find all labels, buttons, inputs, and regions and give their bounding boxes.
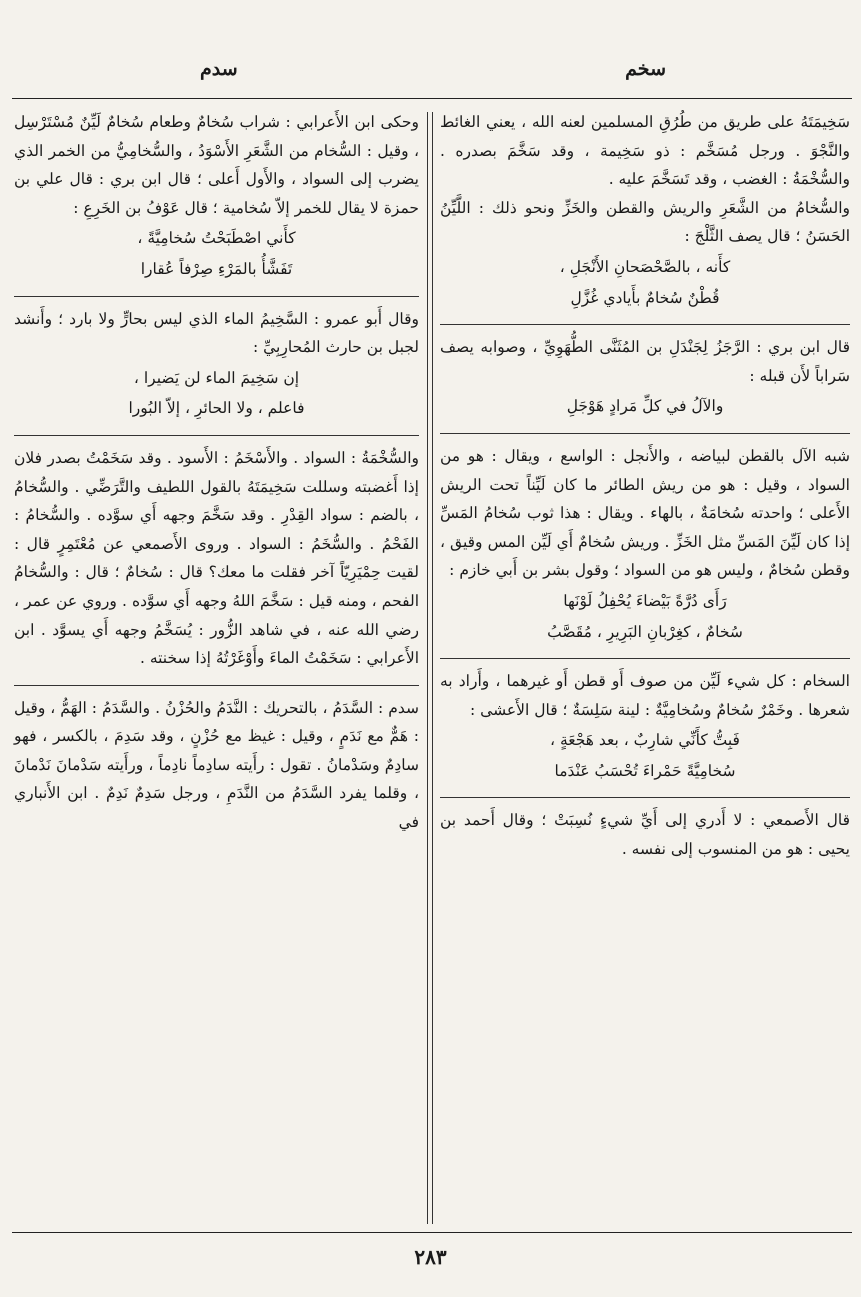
paragraph: السخام : كل شيء لَيِّن من صوف أَو قطن أَو غيرهما ، وأَراد به شعرها . وخَمْرٌ سُخامٌ وسُخامِيَّةٌ : لينة سَلِسَةٌ ؛ قال الأَعشى : [440,672,850,719]
verse-line: سُخامِيَّةً حَمْراءَ تُحْسَبُ عَنْدَما [554,761,736,780]
section-rule [440,797,850,798]
verse-line: والآلُ في كلِّ مَرادٍ هَوْجَلِ [566,397,724,416]
verse-line: رَأَى دُرَّةً بَيْضاءَ يُحْفِلُ لَوْنَها [563,591,727,610]
verse-line: فاعلم ، ولا الحائرِ ، إلاّ البُورا [128,399,305,418]
running-head-right: سخم [625,58,666,80]
verse-line: إن سَخِيمَ الماء لن يَضيرا ، [133,368,300,387]
verse-line: فَبِتُّ كأَنِّي شارِبٌ ، بعد هَجْعَةٍ ، [550,731,740,750]
paragraph: والسُّخْمَةُ : السواد . والأَسْخَمُ : الأَسود . وقد سَخَمْتُ بصدر فلان إذا أَغضبته وسللت سَخِيمَتَهُ بالقول اللطيف والتَّرَضِّي . والسُّخامُ ، بالضم : سواد القِدْرِ . وقد سَخَّمَ وجهه أَي سوَّده . والسُّخامُ : الفَحْمُ . والسُّخَمُ : السواد . وروى الأَصمعي عن مُعْتَمِرٍ قال : لقيت حِمْيَرِيّاً آخر فقلت ما معك؟ قال : سُخامٌ ؛ قال : والسُّخامُ الفحم ، ومنه قيل : سَخَّمَ اللهُ وجهه أَي سوَّده . وروي عن عمر ، رضي الله عنه ، في شاهد الزُّور : يُسَخَّمُ وجهه أَي يسوَّد . ابن الأَعرابي : سَخَمْتُ الماءَ وأَوْغَرْتُهُ إذا سخنته . [14,448,419,668]
column-divider [427,112,428,1224]
column-divider [432,112,433,1224]
paragraph: قال الأَصمعي : لا أَدري إلى أَيِّ شيءٍ نُسِبَتْ ؛ وقال أَحمد بن يحيى : هو من المنسوب إلى نفسه . [440,811,850,859]
section-rule [14,685,419,686]
running-head-left: سدم [200,58,238,80]
paragraph: سَخِيمَتَهُ على طريق من طُرُقِ المسلمين لعنه الله ، يعني الغائط والنَّجْوَ . ورجل مُسَخَّم : ذو سَخِيمة ، وقد سَخَّمَ بصدره . والسُّخْمَةُ : الغضب ، وقد تَسَخَّمَ عليه . [440,113,850,189]
verse-line: كأَني اصْطَبَحْتُ سُخامِيَّةً ، [137,229,296,248]
section-rule [440,658,850,659]
paragraph: وحكى ابن الأَعرابي : شراب سُخامٌ وطعام سُخامٌ لَيِّنٌ مُسْتَرْسِل ، وقيل : السُّخام من الشَّعَرِ الأَسْوَدُ ، والسُّخامِيُّ من الخمر الذي يضرب إلى السواد ، والأَول أَعلى ؛ قال ابن بري : قال علي بن حمزة لا يقال للخمر إلاّ سُخامية ؛ قال عَوْفُ بن الخَرِعِ : [14,113,419,217]
verse-line: سُخامٌ ، كغِرْبانِ البَرِيرِ ، مُقَصَّبُ [547,622,743,641]
section-rule [440,433,850,434]
verse-line: قُطْنٌ سُخامٌ بأَيادي غُزَّلِ [570,288,720,307]
header-rule [12,98,852,99]
entry-paragraph-sadam: سدم : السَّدَمُ ، بالتحريك : النَّدَمُ والحُزْنُ . والسَّدَمُ : الهَمُّ ، وقيل : هَمٌّ مع نَدَمٍ ، وقيل : غيظ مع حُزْنٍ ، وقد سَدِمَ ، بالكسر ، فهو سادِمٌ وسَدْمانُ . تقول : رأَيته سادِماً نادِماً ، ورأَيته سَدْمانَ نَدْمانَ ، وقلما يفرد السَّدَمُ من النَّدَمِ ، ورجل سَدِمٌ نَدِمٌ . ابن الأَنباري في [14,698,419,832]
verse-line: تَفَشَّأُ بالمَرْءِ صِرْفاً عُقارا [140,259,293,278]
paragraph: والسُّخامُ من الشَّعَرِ والريش والقطن والخَزِّ ونحو ذلك : اللَّيِّنُ الحَسَنُ ؛ قال يصف الثَّلْجَ : [440,198,850,246]
paragraph: قال ابن بري : الرَّجَزُ لِجَنْدَلِ بن المُثَنَّى الطُّهَوِيِّ ، وصوابه يصف سَراباً لأَن قبله : [440,338,850,385]
section-rule [440,324,850,325]
verse-line: كأَنه ، بالصَّحْصَحانِ الأَنْجَلِ ، [559,257,731,276]
paragraph: شبه الآل بالقطن لبياضه ، والأَنجل : الواسع ، ويقال : هو من السواد ، وقيل : هو من ريش الطائر ما كان لَيِّناً تحت الريش الأَعلى ؛ واحدته سُخامَةٌ ، بالهاء . ويقال : هذا ثوب سُخامُ المَسِّ إذا كان لَيِّنَ المَسِّ مثل الخَزِّ . وريش سُخامٌ أَي لَيِّن المس وقيق ، وقطن سُخامٌ ، وليس هو من السواد ؛ وقول بشر بن أَبي خازم : [440,446,850,580]
page-number: ٢٨٣ [414,1245,447,1269]
right-column [440,108,850,864]
left-column [14,108,419,837]
footer-rule [12,1232,852,1233]
section-rule [14,435,419,436]
section-rule [14,296,419,297]
paragraph: وقال أَبو عمرو : السَّخِيمُ الماء الذي ليس بحارٍّ ولا بارد ؛ وأَنشد لجبل بن حارث المُحارِبِيِّ : [14,309,419,357]
